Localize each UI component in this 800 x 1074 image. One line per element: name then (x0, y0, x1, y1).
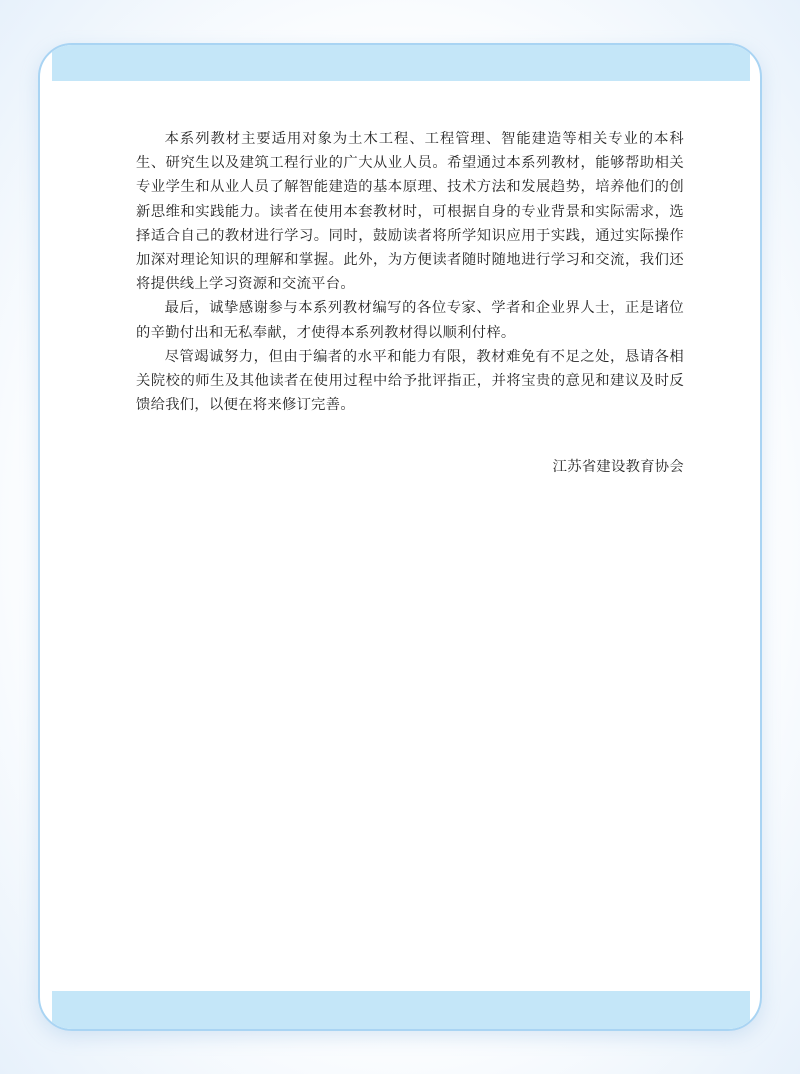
body-text (136, 127, 684, 417)
signature: 江苏省建设教育协会 (552, 459, 684, 475)
top-decorative-band (52, 45, 750, 81)
bottom-decorative-band (52, 991, 750, 1029)
paragraph-2: 最后，诚挚感谢参与本系列教材编写的各位专家、学者和企业界人士，正是诸位的辛勤付出和无私奉献，才使得本系列教材得以顺利付梓。 (136, 300, 684, 341)
paragraph-3: 尽管竭诚努力，但由于编者的水平和能力有限，教材难免有不足之处，恳请各相关院校的师生及其他读者在使用过程中给予批评指正，并将宝贵的意见和建议及时反馈给我们，以便在将来修订完善。 (136, 348, 684, 414)
paragraph-1: 本系列教材主要适用对象为土木工程、工程管理、智能建造等相关专业的本科生、研究生以及建筑工程行业的广大从业人员。希望通过本系列教材，能够帮助相关专业学生和从业人员了解智能建造的基本原理、技术方法和发展趋势，培养他们的创新思维和实践能力。读者在使用本套教材时，可根据自身的专业背景和实际需求，选择适合自己的教材进行学习。同时，鼓励读者将所学知识应用于实践，通过实际操作加深对理论知识的理解和掌握。此外，为方便读者随时随地进行学习和交流，我们还将提供线上学习资源和交流平台。 (136, 131, 684, 293)
